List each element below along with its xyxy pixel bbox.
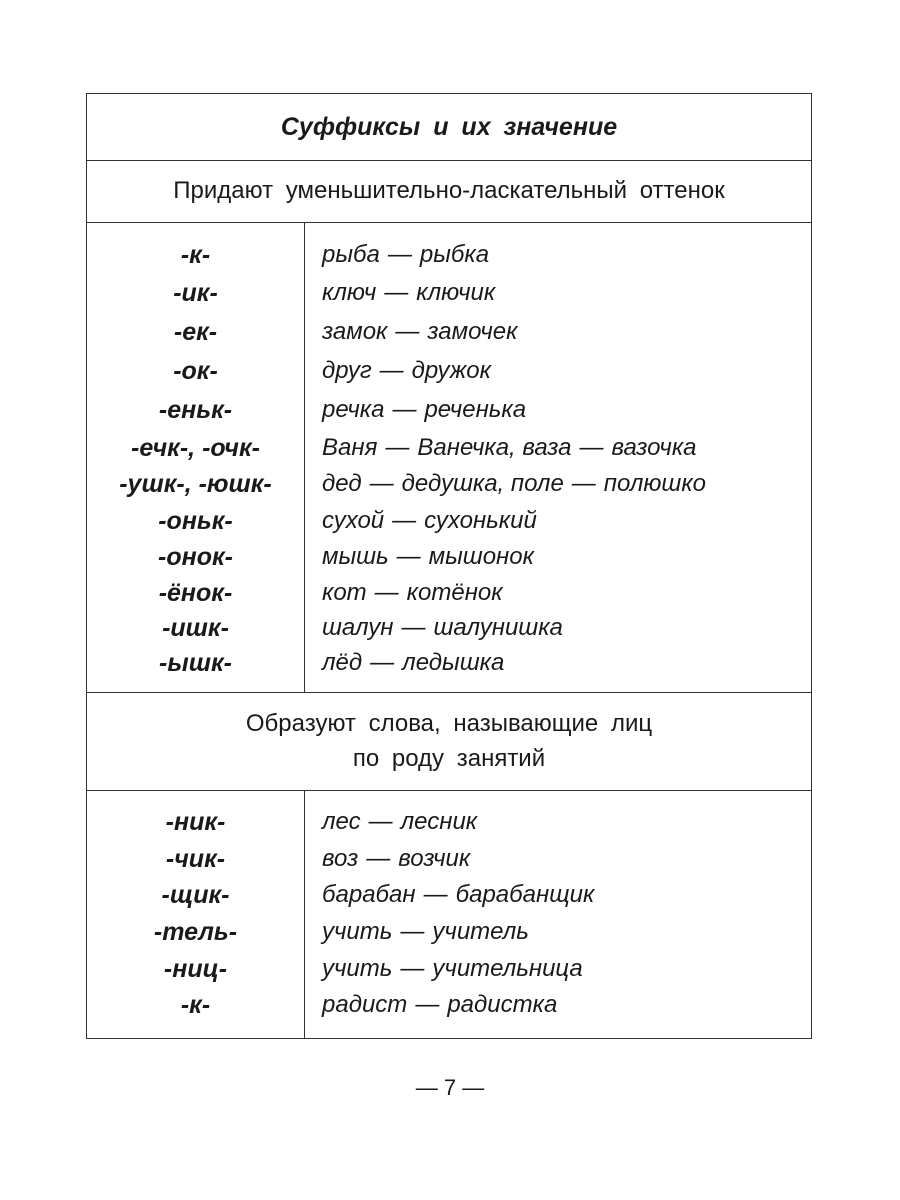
example-line bbox=[322, 434, 697, 462]
suffix-label: -онок- bbox=[158, 543, 233, 571]
section2-heading-row bbox=[87, 692, 811, 791]
example-word: речка bbox=[322, 396, 385, 423]
example-word: Ваня bbox=[322, 434, 378, 461]
example-line bbox=[322, 470, 706, 498]
example-word: радистка bbox=[447, 991, 558, 1018]
suffix-label: -к- bbox=[180, 241, 211, 269]
dash: — bbox=[385, 434, 410, 461]
dash: — bbox=[400, 955, 425, 982]
suffix-label: -ушк-, -юшк- bbox=[119, 470, 272, 498]
dash: — bbox=[415, 991, 440, 1018]
dash: — bbox=[370, 649, 395, 676]
example-word: реченька bbox=[424, 396, 527, 423]
example-word: лес bbox=[322, 808, 361, 835]
example-line bbox=[322, 845, 470, 873]
dash: — bbox=[374, 579, 399, 606]
example-line bbox=[322, 614, 563, 642]
example-word: замок bbox=[322, 318, 388, 345]
dash: — bbox=[384, 279, 409, 306]
example-word: мышь bbox=[322, 543, 389, 570]
suffix-label: -ник- bbox=[165, 808, 226, 836]
example-word: ключ bbox=[322, 279, 377, 306]
example-word: дед bbox=[322, 470, 362, 497]
suffix-table bbox=[86, 93, 812, 1039]
example-word: шалун bbox=[322, 614, 394, 641]
example-word: лёд bbox=[322, 649, 363, 676]
example-word: друг bbox=[322, 357, 372, 384]
example-word: воз bbox=[322, 845, 359, 872]
suffix-label: -ок- bbox=[173, 357, 218, 385]
dash: — bbox=[379, 357, 404, 384]
dash: — bbox=[396, 543, 421, 570]
example-word: мышонок bbox=[428, 543, 534, 570]
suffix-label: -ечк-, -очк- bbox=[131, 434, 260, 462]
suffix-label: -щик- bbox=[161, 881, 230, 909]
example-line bbox=[322, 955, 583, 983]
example-word: учитель bbox=[432, 918, 529, 945]
example-word: кот bbox=[322, 579, 367, 606]
example-line bbox=[322, 808, 477, 836]
example-word: шалунишка bbox=[433, 614, 563, 641]
section2-heading-line2: по роду занятий bbox=[352, 745, 546, 772]
dash: — bbox=[392, 507, 417, 534]
suffix-label: -ек- bbox=[173, 318, 218, 346]
example-word: учить bbox=[322, 918, 393, 945]
example-line bbox=[322, 279, 495, 307]
example-word: котёнок bbox=[406, 579, 503, 606]
column-divider bbox=[304, 222, 305, 692]
suffix-label: -ик- bbox=[173, 279, 218, 307]
example-word: рыбка bbox=[419, 241, 490, 268]
dash: — bbox=[401, 614, 426, 641]
table-title-row bbox=[87, 94, 811, 161]
section1-heading: Придают уменьшительно-ласкательный оттенок bbox=[173, 177, 725, 204]
example-word: вазочка bbox=[611, 434, 697, 461]
example-line bbox=[322, 579, 503, 607]
example-line bbox=[322, 649, 504, 677]
suffix-label: -еньк- bbox=[158, 396, 233, 424]
example-word: возчик bbox=[398, 845, 471, 872]
example-line bbox=[322, 507, 537, 535]
dash: — bbox=[368, 808, 393, 835]
suffix-label: -ниц- bbox=[163, 955, 228, 983]
suffix-label: -ышк- bbox=[159, 649, 232, 677]
section2-body bbox=[87, 790, 811, 1038]
dash: — bbox=[579, 434, 604, 461]
suffix-label: -ёнок- bbox=[158, 579, 233, 607]
example-word: Ванечка, ваза bbox=[417, 434, 572, 461]
dash: — bbox=[395, 318, 420, 345]
section1-body bbox=[87, 222, 811, 693]
table-title: Суффиксы и их значение bbox=[280, 112, 618, 141]
example-line bbox=[322, 991, 557, 1019]
suffix-label: -ишк- bbox=[162, 614, 229, 642]
suffix-label: -оньк- bbox=[158, 507, 233, 535]
example-word: радист bbox=[322, 991, 408, 1018]
dash: — bbox=[366, 845, 391, 872]
example-line bbox=[322, 918, 529, 946]
example-word: сухонький bbox=[424, 507, 537, 534]
example-word: барабан bbox=[322, 881, 416, 908]
dash: — bbox=[392, 396, 417, 423]
example-word: замочек bbox=[427, 318, 518, 345]
example-word: рыба bbox=[322, 241, 380, 268]
column-divider bbox=[304, 790, 305, 1038]
dash: — bbox=[423, 881, 448, 908]
example-word: учительница bbox=[432, 955, 583, 982]
example-word: сухой bbox=[322, 507, 385, 534]
page-number: — 7 — bbox=[415, 1075, 485, 1100]
example-line bbox=[322, 318, 517, 346]
section2-heading-line1: Образуют слова, называющие лиц bbox=[245, 710, 653, 737]
example-word: ключик bbox=[416, 279, 496, 306]
example-word: барабанщик bbox=[455, 881, 595, 908]
suffix-label: -к- bbox=[180, 991, 211, 1019]
example-word: ледышка bbox=[402, 649, 505, 676]
example-word: учить bbox=[322, 955, 393, 982]
dash: — bbox=[571, 470, 596, 497]
section1-heading-row bbox=[87, 160, 811, 223]
example-word: дружок bbox=[411, 357, 491, 384]
example-word: дедушка, поле bbox=[401, 470, 564, 497]
example-word: полюшко bbox=[603, 470, 707, 497]
example-line bbox=[322, 241, 489, 269]
suffix-label: -чик- bbox=[165, 845, 226, 873]
suffix-label: -тель- bbox=[153, 918, 238, 946]
dash: — bbox=[400, 918, 425, 945]
example-word: лесник bbox=[400, 808, 478, 835]
example-line bbox=[322, 396, 526, 424]
example-line bbox=[322, 543, 534, 571]
dash: — bbox=[369, 470, 394, 497]
example-line bbox=[322, 881, 594, 909]
example-line bbox=[322, 357, 491, 385]
dash: — bbox=[387, 241, 412, 268]
